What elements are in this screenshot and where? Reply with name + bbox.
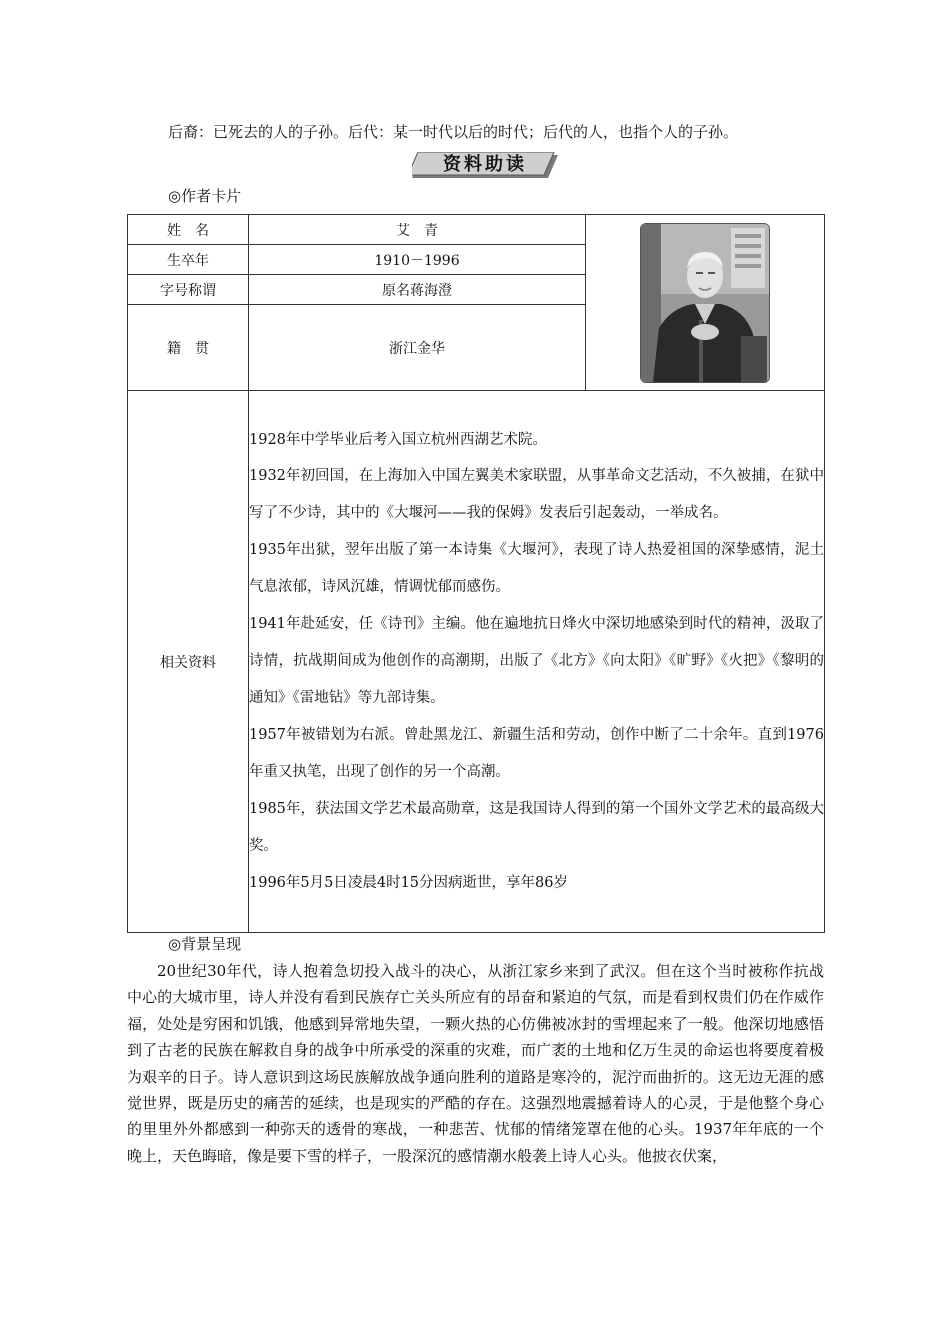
related-paragraph: 1935年出狱，翌年出版了第一本诗集《大堰河》，表现了诗人热爱祖国的深挚感情，泥土气息浓郁，诗风沉雄，情调忧郁而感伤。 [249, 542, 824, 595]
name-value: 艾 青 [249, 215, 586, 245]
origin-value: 浙江金华 [249, 305, 586, 391]
background-heading: ◎背景呈现 [168, 935, 242, 953]
related-paragraph: 1996年5月5日凌晨4时15分因病逝世，享年86岁 [249, 875, 568, 891]
origin-label: 籍 贯 [128, 305, 249, 391]
background-paragraph: 20世纪30年代，诗人抱着急切投入战斗的决心，从浙江家乡来到了武汉。但在这个当时被称作抗战中心的大城市里，诗人并没有看到民族存亡关头所应有的昂奋和紧迫的气氛，而是看到权贵们仍在作威作福，处处是穷困和饥饿，他感到异常地失望，一颗火热的心仿佛被冰封的雪埋起来了一般。他深切地感悟到了古老的民族在解救自身的战争中所承受的深重的灾难，而广袤的土地和亿万生灵的命运也将要度着极为艰辛的日子。诗人意识到这场民族解放战争通向胜利的道路是寒冷的，泥泞而曲折的。这无边无涯的感觉世界，既是历史的痛苦的延续，也是现实的严酷的存在。这强烈地震撼着诗人的心灵，于是他整个身心的里里外外都感到一种弥天的透骨的寒战，一种悲苦、忧郁的情绪笼罩在他的心头。1937年年底的一个晚上，天色晦暗，像是要下雪的样子，一股深沉的感情潮水般袭上诗人心头。他披衣伏案， [127, 962, 824, 1165]
years-label: 生卒年 [128, 245, 249, 275]
related-paragraph: 1957年被错划为右派。曾赴黑龙江、新疆生活和劳动，创作中断了二十余年。直到1976年重又执笔，出现了创作的另一个高潮。 [249, 727, 824, 780]
alias-label: 字号称谓 [128, 275, 249, 305]
related-paragraph: 1985年，获法国文学艺术最高勋章，这是我国诗人得到的第一个国外文学艺术的最高级大奖。 [249, 801, 824, 854]
years-value: 1910－1996 [249, 245, 586, 275]
photo-cell [586, 215, 825, 391]
banner-title: 资料助读 [443, 154, 527, 175]
portrait-photo [640, 223, 770, 383]
author-card-table [127, 214, 825, 933]
related-paragraph: 1928年中学毕业后考入国立杭州西湖艺术院。 [249, 432, 547, 448]
alias-value: 原名蒋海澄 [249, 275, 586, 305]
author-card-heading: ◎作者卡片 [168, 187, 242, 205]
name-label: 姓 名 [128, 215, 249, 245]
row-name [128, 215, 825, 245]
related-paragraph: 1932年初回国，在上海加入中国左翼美术家联盟，从事革命文艺活动，不久被捕，在狱中写了不少诗，其中的《大堰河——我的保姆》发表后引起轰动，一举成名。 [249, 468, 824, 521]
related-paragraph: 1941年赴延安，任《诗刊》主编。他在遍地抗日烽火中深切地感染到时代的精神，汲取了诗情，抗战期间成为他创作的高潮期，出版了《北方》《向太阳》《旷野》《火把》《黎明的通知》《雷地钻》等九部诗集。 [249, 616, 824, 706]
vocab-definition-line: 后裔：已死去的人的子孙。后代：某一时代以后的时代；后代的人，也指个人的子孙。 [168, 123, 739, 141]
related-details [249, 391, 825, 933]
section-banner [412, 152, 558, 178]
row-related [128, 391, 825, 933]
related-label: 相关资料 [128, 391, 249, 933]
